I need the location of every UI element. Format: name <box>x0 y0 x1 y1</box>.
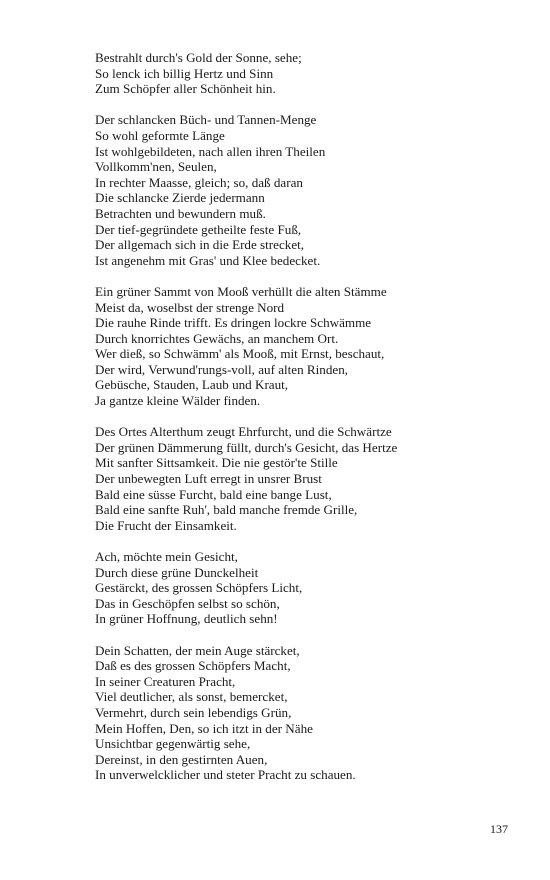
poem-line: Mein Hoffen, Den, so ich itzt in der Nähe <box>95 720 313 736</box>
poem-line: Durch knorrichtes Gewächs, an manchem Ort. <box>95 330 339 346</box>
poem-line: Der wird, Verwund'rungs-voll, auf alten Rinden, <box>95 361 349 377</box>
poem-line: In unverwelcklicher und steter Pracht zu schauen. <box>95 767 356 783</box>
poem-line: Daß es des grossen Schöpfers Macht, <box>95 658 291 674</box>
poem-line: Unsichtbar gegenwärtig sehe, <box>95 736 251 752</box>
poem-line: Bald eine süsse Furcht, bald eine bange Lust, <box>95 486 332 502</box>
poem-line: In grüner Hoffnung, deutlich sehn! <box>95 611 278 627</box>
poem-line: Mit sanfter Sittsamkeit. Die nie gestör'te Stille <box>95 455 338 471</box>
poem-line: Bestrahlt durch's Gold der Sonne, sehe; <box>95 50 302 65</box>
poem-line: Des Ortes Alterthum zeugt Ehrfurcht, und die Schwärtze <box>95 424 392 440</box>
poem-line: Der schlancken Büch- und Tannen-Menge <box>95 112 317 128</box>
stanza-2 <box>95 112 515 268</box>
poem-line: Meist da, woselbst der strenge Nord <box>95 299 285 315</box>
poem-line: Der unbewegten Luft erregt in unsrer Brust <box>95 471 322 487</box>
stanza-1 <box>95 50 515 97</box>
poem-line: So wohl geformte Länge <box>95 127 225 143</box>
stanza-3 <box>95 284 515 409</box>
poem-line: So lenck ich billig Hertz und Sinn <box>95 65 274 81</box>
poem-line: Bald eine sanfte Ruh', bald manche fremde Grille, <box>95 502 358 518</box>
poem-line: Ach, möchte mein Gesicht, <box>95 549 238 564</box>
poem-line: Ist angenehm mit Gras' und Klee bedecket. <box>95 252 321 268</box>
poem-line: Zum Schöpfer aller Schönheit hin. <box>95 81 276 97</box>
stanza-4 <box>95 424 515 533</box>
stanza-6 <box>95 643 515 783</box>
poem-line: Gebüsche, Stauden, Laub und Kraut, <box>95 377 289 393</box>
poem-line: Vermehrt, durch sein lebendigs Grün, <box>95 704 292 720</box>
poem-line: Gestärckt, des grossen Schöpfers Licht, <box>95 580 303 596</box>
poem-line: In rechter Maasse, gleich; so, daß daran <box>95 174 303 190</box>
poem-line: Durch diese grüne Dunckelheit <box>95 564 259 580</box>
poem-line: Der grünen Dämmerung füllt, durch's Gesicht, das Hertze <box>95 439 398 455</box>
poem-line: Ein grüner Sammt von Mooß verhüllt die alten Stämme <box>95 283 387 299</box>
poem-line: Der tief-gegründete getheilte feste Fuß, <box>95 221 302 237</box>
poem-line: Ja gantze kleine Wälder finden. <box>95 393 261 409</box>
poem-line: Die schlancke Zierde jedermann <box>95 190 265 206</box>
stanza-5 <box>95 549 515 627</box>
page-number: 137 <box>490 822 508 836</box>
poem-line: Die Frucht der Einsamkeit. <box>95 517 237 533</box>
poem-line: Betrachten und bewundern muß. <box>95 205 266 221</box>
poem-line: Der allgemach sich in die Erde strecket, <box>95 237 305 253</box>
poem-line: Dereinst, in den gestirnten Auen, <box>95 751 268 767</box>
poem-line: Die rauhe Rinde trifft. Es dringen lockre Schwämme <box>95 315 372 331</box>
poem-line: Wer dieß, so Schwämm' als Mooß, mit Ernst, beschaut, <box>95 346 385 362</box>
poem-line: Vollkomm'nen, Seulen, <box>95 159 217 175</box>
poem-line: Ist wohlgebildeten, nach allen ihren Theilen <box>95 143 326 159</box>
poem-text <box>95 50 515 799</box>
poem-line: Dein Schatten, der mein Auge stärcket, <box>95 642 300 658</box>
poem-line: Viel deutlicher, als sonst, bemercket, <box>95 689 288 705</box>
poem-line: Das in Geschöpfen selbst so schön, <box>95 595 280 611</box>
poem-line: In seiner Creaturen Pracht, <box>95 673 236 689</box>
